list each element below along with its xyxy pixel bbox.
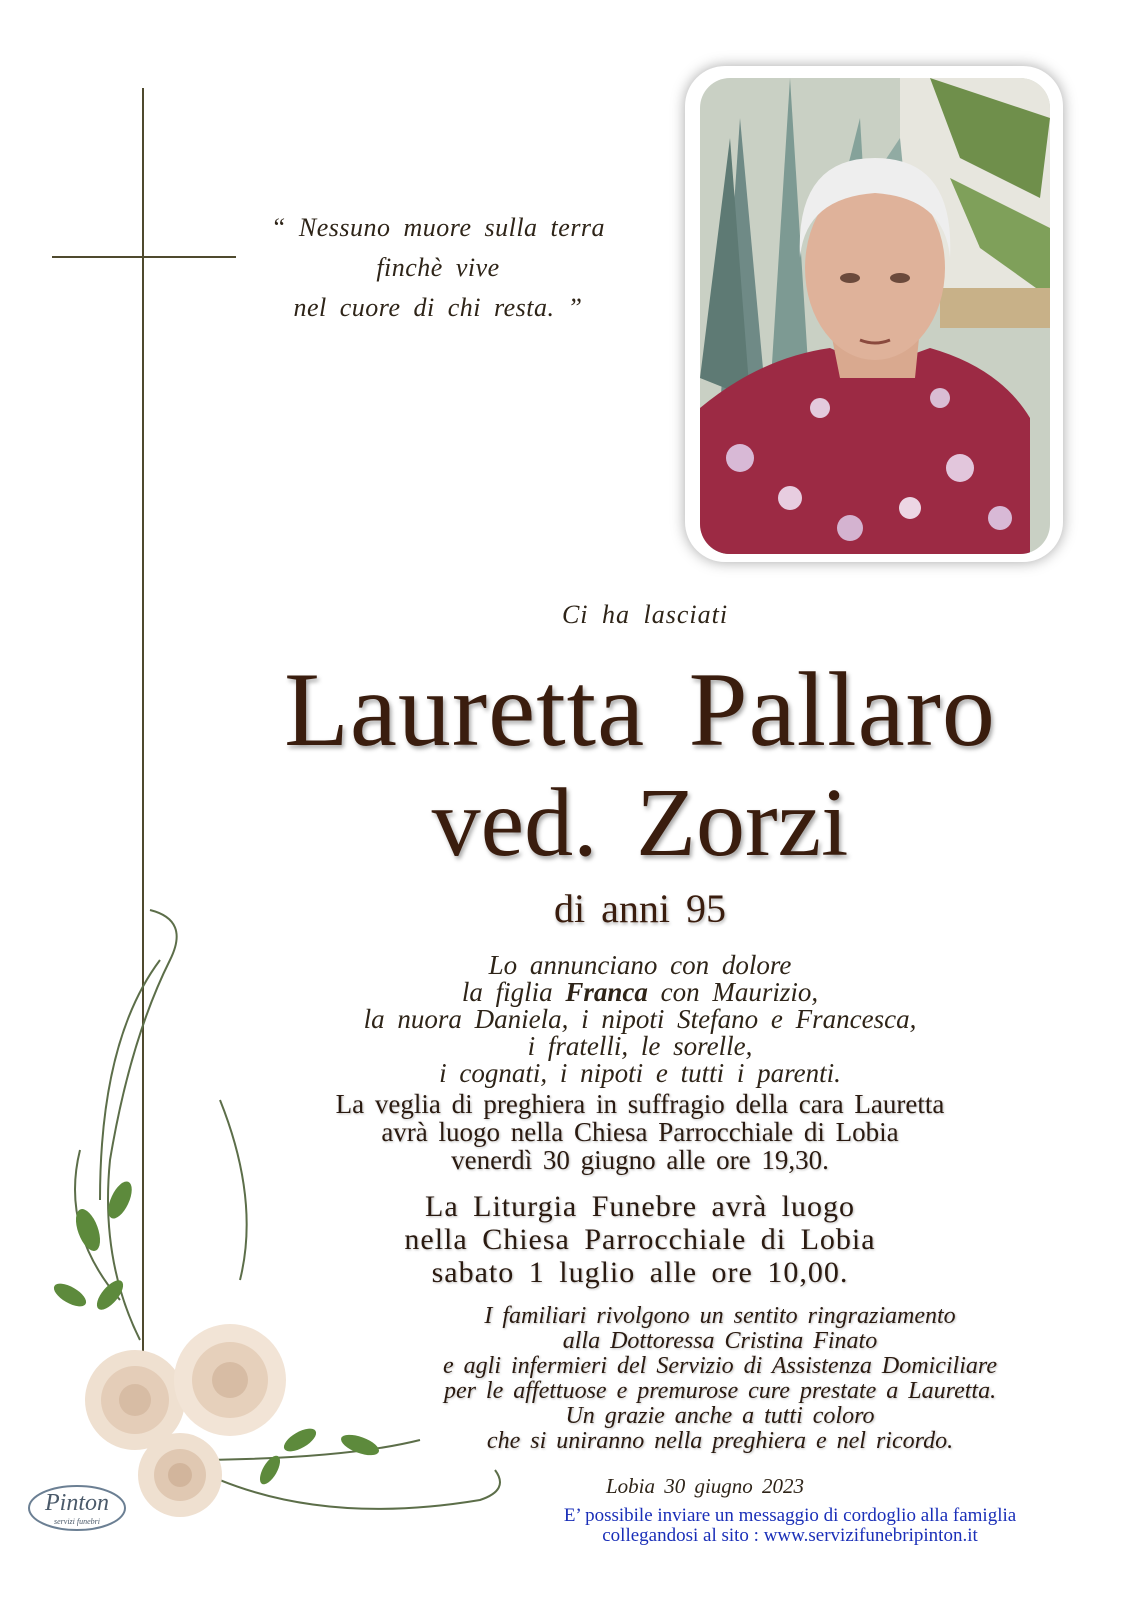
announce-line: la nuora Daniela, i nipoti Stefano e Francesca, [363, 1004, 917, 1034]
memorial-quote [248, 208, 628, 328]
thanks-line: che si uniranno nella preghiera e nel ricordo. [486, 1428, 954, 1454]
condolence-line[interactable]: collegandosi al sito : www.servizifunebripinton.it [602, 1525, 978, 1546]
quote-line: nel cuore di chi resta. ” [293, 293, 583, 322]
deceased-married-name: ved. Zorzi [431, 769, 849, 877]
announce-text: con Maurizio, [647, 977, 819, 1007]
logo-subtitle: servizi funebri [54, 1517, 100, 1526]
funeral-line: nella Chiesa Parrocchiale di Lobia [404, 1223, 876, 1256]
announce-text: la figlia [461, 977, 566, 1007]
quote-line: finchè vive [376, 253, 500, 282]
deceased-name: Lauretta Pallaro [284, 651, 996, 768]
thanks-line: alla Dottoressa Cristina Finato [562, 1328, 878, 1354]
funeral-line: La Liturgia Funebre avrà luogo [425, 1190, 855, 1223]
portrait-photo [700, 78, 1050, 554]
announce-highlight: Franca [565, 977, 648, 1007]
thanks-line: per le affettuose e premurose cure prestate a Lauretta. [443, 1378, 997, 1404]
announce-line: i fratelli, le sorelle, [527, 1031, 753, 1061]
rose-decoration [40, 900, 520, 1560]
vigil-line: avrà luogo nella Chiesa Parrocchiale di Lobia [381, 1117, 899, 1147]
thanks-line: Un grazie anche a tutti coloro [565, 1403, 875, 1429]
intro-text: Ci ha lasciati [561, 600, 729, 629]
vigil-line: venerdì 30 giugno alle ore 19,30. [451, 1145, 829, 1175]
condolence-line: E’ possibile inviare un messaggio di cordoglio alla famiglia [563, 1505, 1017, 1526]
notice-date: Lobia 30 giugno 2023 [605, 1474, 805, 1498]
pinton-logo [22, 1478, 132, 1536]
cross-horizontal [52, 256, 236, 258]
logo-name: Pinton [45, 1490, 109, 1516]
deceased-age: di anni 95 [554, 886, 726, 931]
announce-line: Lo annunciano con dolore [488, 950, 792, 980]
vigil-line: La veglia di preghiera in suffragio della cara Lauretta [335, 1089, 945, 1119]
thanks-line: e agli infermieri del Servizio di Assistenza Domiciliare [443, 1353, 997, 1379]
condolence-info [460, 1506, 1120, 1546]
thanks-line: I familiari rivolgono un sentito ringraziamento [484, 1303, 956, 1329]
announce-line: i cognati, i nipoti e tutti i parenti. [439, 1058, 841, 1088]
quote-line: “ Nessuno muore sulla terra [270, 213, 606, 242]
funeral-line: sabato 1 luglio alle ore 10,00. [431, 1256, 849, 1289]
